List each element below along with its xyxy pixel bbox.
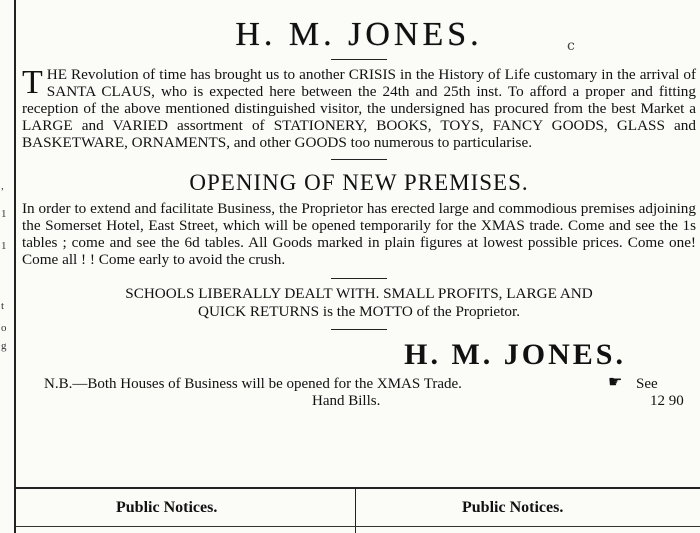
ad-title: H. M. JONES.: [235, 16, 483, 53]
footer-rule: [16, 487, 700, 489]
section-rule: [331, 329, 387, 330]
title-rule: [331, 59, 387, 60]
nb-hand-bills: Hand Bills.: [312, 393, 381, 409]
premises-paragraph: In order to extend and facilitate Business, the Proprietor has erected large and commodious premises adjoining the Somerset Hotel, East Street, which will be opened temporarily for the XMAS trade. Come and see the 1s tables ; come and see the 6d tables. All Goods marked in plain figures at lowest possible prices. Come one! Come all ! ! Come early to avoid the crush.: [22, 200, 696, 268]
title-mark: c: [567, 38, 575, 54]
column-rule-left: [14, 0, 16, 533]
margin-fragment: t: [1, 300, 5, 312]
intro-text: HE Revolution of time has brought us to another CRISIS in the History of Life customary in the arrival of SANTA CLAUS, who is expected here between the 24th and 25th inst. To afford a proper and fitting reception of the above mentioned distinguished visitor, the undersigned has procured from the best Market a LARGE and VARIED assortment of STATIONERY, BOOKS, TOYS, FANCY GOODS, GLASS and BASKETWARE, ORNAMENTS, and other GOODS too numerous to particularise.: [22, 66, 696, 151]
section-rule: [331, 159, 387, 160]
footer-underline: [16, 526, 700, 527]
margin-fragment: 1: [1, 240, 7, 252]
margin-fragment: ,: [1, 180, 4, 192]
margin-fragment: o: [1, 322, 7, 334]
nb-see: See: [636, 376, 658, 392]
section-rule: [331, 278, 387, 279]
nb-text: N.B.—Both Houses of Business will be opened for the XMAS Trade.: [44, 376, 462, 392]
intro-paragraph: [22, 66, 696, 151]
motto-line: QUICK RETURNS is the MOTTO of the Proprietor.: [197, 303, 520, 320]
nb-notice: [22, 376, 696, 416]
footer-heading-right: Public Notices.: [462, 499, 564, 516]
ad-reference: 12 90: [650, 393, 684, 409]
advertisement: [22, 8, 696, 416]
signature: H. M. JONES.: [404, 338, 626, 371]
drop-cap: T: [22, 64, 43, 101]
margin-fragment: g: [1, 340, 7, 352]
footer-heading-left: Public Notices.: [116, 499, 218, 516]
margin-fragment: 1: [1, 208, 7, 220]
schools-line: SCHOOLS LIBERALLY DEALT WITH. SMALL PROFITS, LARGE AND: [125, 285, 593, 302]
pointing-hand-icon: ☛: [608, 374, 623, 391]
section-heading: OPENING OF NEW PREMISES.: [189, 170, 529, 195]
